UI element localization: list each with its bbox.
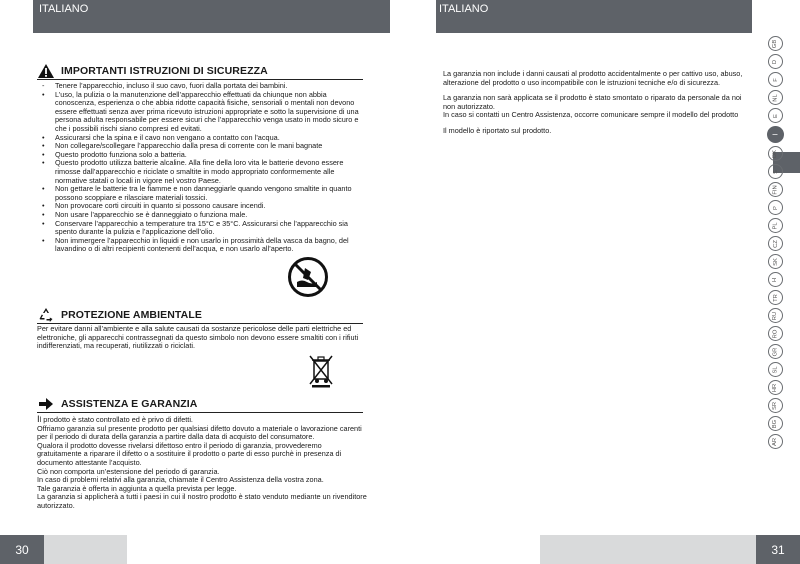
language-tab-label: F bbox=[772, 77, 779, 82]
environment-text-block bbox=[37, 325, 367, 351]
language-tab-label: RU bbox=[772, 311, 779, 320]
safety-list-item: • Questo prodotto utilizza batterie alcaline. Alla fine della loro vita le batterie devono essere rimosse dall’apparecchio e riciclate o smaltite in modo appropriato conformemente alle normative statali o locali in vigore nel vostro Paese. bbox=[37, 159, 367, 185]
language-tab-s[interactable] bbox=[768, 164, 783, 179]
safety-title-text: IMPORTANTI ISTRUZIONI DI SICUREZZA bbox=[61, 65, 268, 77]
language-tab-ru[interactable] bbox=[768, 308, 783, 323]
warning-icon bbox=[37, 63, 55, 79]
language-tab-label: SK bbox=[772, 257, 779, 266]
safety-list-item: • Non usare l’apparecchio se è danneggiato o funziona male. bbox=[37, 211, 367, 220]
safety-list-block bbox=[37, 82, 367, 254]
safety-list-item: • Conservare l’apparecchio a temperature tra 15°C e 35°C. Assicurarsi che l’apparecchio sia spento durante la pulizia e l’applicazione dell’olio. bbox=[37, 220, 367, 237]
left-page-number: 30 bbox=[0, 535, 44, 564]
safety-list-item: • Questo prodotto funziona solo a batteria. bbox=[37, 151, 367, 160]
no-water-icon bbox=[287, 256, 329, 298]
language-tab-sl[interactable] bbox=[768, 362, 783, 377]
language-tab-label: FIN bbox=[772, 184, 779, 195]
language-tab-dk[interactable] bbox=[768, 146, 783, 161]
language-tab-label: I bbox=[771, 133, 779, 136]
safety-list-item: • L’uso, la pulizia o la manutenzione dell’apparecchio effettuati da chiunque non abbia conoscenza, esperienza o che abbia ridotte capacità fisiche, sensoriali o mentali non devono essere effettuati senza aver prima ricevuto istruzioni appropriate e sotto la supervisione di una persona adulta responsabile per essere sicuri che l’apparecchio venga usato in modo sicuro e che i possibili rischi siano compresi ed evitati. bbox=[37, 91, 367, 134]
safety-list-item: • Non immergere l’apparecchio in liquidi e non usarlo in prossimità della vasca da bagno, del lavandino o di altri recipienti contenenti dell’acqua, e non usarlo all’aperto. bbox=[37, 237, 367, 254]
language-tabs bbox=[767, 36, 784, 452]
arrow-right-icon bbox=[37, 396, 55, 412]
warranty-dropcap: I bbox=[37, 414, 40, 425]
warranty-section-title bbox=[37, 396, 363, 413]
warranty-line: Offriamo garanzia sul presente prodotto per qualsiasi difetto dovuto a materiale o lavorazione carenti per il periodo di durata della garanzia a partire dalla data di acquisto del consumatore. bbox=[37, 423, 362, 442]
warranty-title-text: ASSISTENZA E GARANZIA bbox=[61, 398, 198, 410]
language-tab-label: NL bbox=[772, 93, 779, 102]
language-tab-ro[interactable] bbox=[768, 326, 783, 341]
language-tab-label: BG bbox=[772, 419, 779, 428]
language-tab-hr[interactable] bbox=[768, 380, 783, 395]
language-tab-label: CZ bbox=[772, 239, 779, 248]
right-paragraph-2-a: La garanzia non sarà applicata se il prodotto è stato smontato o riparato da personale da noi non autorizzato. bbox=[443, 93, 742, 111]
right-header-label: ITALIANO bbox=[439, 3, 489, 15]
right-page-header bbox=[436, 0, 752, 33]
warranty-line: Tale garanzia è offerta in aggiunta a quella prevista per legge. bbox=[37, 483, 237, 493]
language-tab-nl[interactable] bbox=[768, 90, 783, 105]
language-tab-label: DK bbox=[772, 149, 779, 158]
language-tab-e[interactable] bbox=[768, 108, 783, 123]
language-tab-label: RO bbox=[772, 329, 779, 338]
safety-list bbox=[37, 82, 367, 254]
language-tab-bg[interactable] bbox=[768, 416, 783, 431]
environment-text: Per evitare danni all’ambiente e alla salute causati da sostanze pericolose delle parti elettriche ed elettroniche, gli apparecchi contrassegnati da questo simbolo non devono essere smaltiti con i rifiuti indifferenziati, ma recuperati, riutilizzati o riciclati. bbox=[37, 324, 359, 351]
right-paragraph-2 bbox=[443, 94, 743, 120]
language-tab-tr[interactable] bbox=[768, 290, 783, 305]
language-tab-gr[interactable] bbox=[768, 344, 783, 359]
safety-list-item: • Non collegare/scollegare l’apparecchio dalla presa di corrente con le mani bagnate bbox=[37, 142, 367, 151]
safety-list-item: • Non gettare le batterie tra le fiamme e non danneggiarle quando vengono smaltite in quanto possono scoppiare e rilasciare materiali tossici. bbox=[37, 185, 367, 202]
warranty-lead-text: l prodotto è stato controllato ed è privo di difetti. bbox=[39, 415, 193, 424]
language-tab-label: SL bbox=[772, 365, 779, 374]
language-tab-label: TR bbox=[772, 293, 779, 302]
language-tab-label: PL bbox=[772, 221, 779, 230]
language-tab-label: GB bbox=[772, 39, 779, 48]
language-tab-d[interactable] bbox=[768, 54, 783, 69]
language-tab-i[interactable] bbox=[767, 126, 784, 143]
safety-list-item: - Tenere l’apparecchio, incluso il suo cavo, fuori dalla portata dei bambini. bbox=[37, 82, 367, 91]
warranty-line: Qualora il prodotto dovesse rivelarsi difettoso entro il periodo di garanzia, provvederemo gratuitamente a riparare il difetto o a sostituire il prodotto o parte di esso purchè in presenza di documento attestante l’acquisto. bbox=[37, 440, 342, 467]
language-tab-sk[interactable] bbox=[768, 254, 783, 269]
language-tab-fin[interactable] bbox=[768, 182, 783, 197]
right-page-number: 31 bbox=[756, 535, 800, 564]
language-tab-pl[interactable] bbox=[768, 218, 783, 233]
language-tab-h[interactable] bbox=[768, 272, 783, 287]
right-page-text bbox=[443, 70, 743, 143]
language-tab-ar[interactable] bbox=[768, 434, 783, 449]
language-tab-label: S bbox=[772, 169, 779, 174]
language-tab-f[interactable] bbox=[768, 72, 783, 87]
environment-section-title bbox=[37, 307, 363, 324]
safety-list-item: • Non provocare corti circuiti in quanto si possono causare incendi. bbox=[37, 202, 367, 211]
language-tab-gb[interactable] bbox=[768, 36, 783, 51]
language-tab-label: HR bbox=[772, 383, 779, 392]
warranty-line: Ciò non comporta un’estensione del periodo di garanzia. bbox=[37, 466, 220, 476]
right-paragraph-4: Il modello è riportato sul prodotto. bbox=[443, 125, 552, 135]
right-paragraph-1: La garanzia non include i danni causati al prodotto accidentalmente o per cattivo uso, abuso, alterazione del prodotto o uso incompatibile con le istruzioni tecniche e/o di sicurezza. bbox=[443, 69, 743, 87]
safety-list-item: • Assicurarsi che la spina e il cavo non vengano a contatto con l’acqua. bbox=[37, 134, 367, 143]
language-tab-label: AR bbox=[772, 437, 779, 446]
language-tab-p[interactable] bbox=[768, 200, 783, 215]
language-tab-label: SR bbox=[772, 401, 779, 410]
language-tab-label: D bbox=[772, 59, 779, 64]
warranty-text-block bbox=[37, 416, 367, 511]
right-paragraph-2-b: In caso si contatti un Centro Assistenza, occorre comunicare sempre il modello del prodotto bbox=[443, 110, 739, 120]
left-page-header bbox=[33, 0, 390, 33]
language-tab-label: E bbox=[772, 113, 779, 118]
language-tab-label: P bbox=[772, 205, 779, 210]
warranty-line: La garanzia si applicherà a tutti i paesi in cui il nostro prodotto è stato venduto mediante un rivenditore autorizzato. bbox=[37, 492, 367, 510]
language-tab-label: H bbox=[772, 277, 779, 282]
language-tab-sr[interactable] bbox=[768, 398, 783, 413]
environment-title-text: PROTEZIONE AMBIENTALE bbox=[61, 309, 202, 321]
crossed-bin-icon bbox=[306, 352, 336, 388]
language-tab-cz[interactable] bbox=[768, 236, 783, 251]
recycle-icon bbox=[37, 307, 55, 323]
language-tab-label: GR bbox=[772, 347, 779, 356]
warranty-line: In caso di problemi relativi alla garanzia, chiamate il Centro Assistenza della vostra zona. bbox=[37, 475, 324, 485]
left-header-label: ITALIANO bbox=[39, 3, 89, 15]
safety-section-title bbox=[37, 63, 363, 80]
